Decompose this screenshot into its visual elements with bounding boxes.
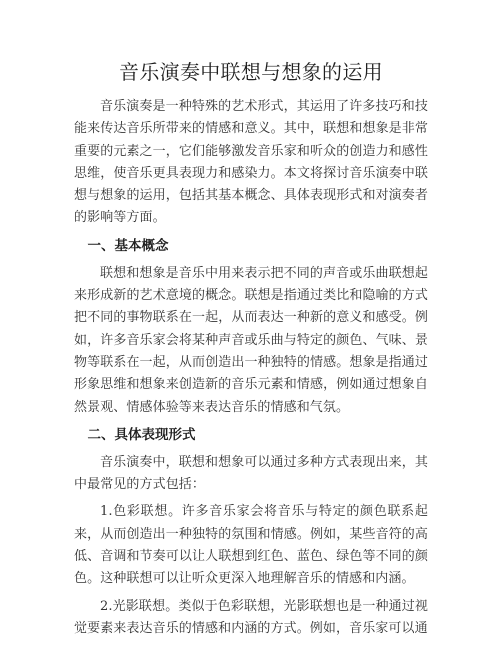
section-heading-basic-concepts: 一、基本概念 bbox=[87, 237, 169, 254]
section-basic-concepts-paragraph: 联想和想象是音乐中用来表示把不同的声音或乐曲联想起来形成新的艺术意境的概念。联想是指通过类比和隐喻的方式把不同的事物联系在一起，从而表达一种新的意义和感受。例如，许多音乐家会将某种声音或乐曲与特定的颜色、气味、景物等联系在一起，从而创造出一种独特的情感。想象是指通过形象思维和想象来创造新的音乐元素和情感，例如通过想象自然景观、情感体验等来表达音乐的情感和气氛。 bbox=[74, 265, 428, 415]
intro-paragraph: 音乐演奏是一种特殊的艺术形式，其运用了许多技巧和技能来传达音乐所带来的情感和意义。其中，联想和想象是非常重要的元素之一，它们能够激发音乐家和听众的创造力和感性思维，使音乐更具表现力和感染力。本文将探讨音乐演奏中联想与想象的运用，包括其基本概念、具体表现形式和对演奏者的影响等方面。 bbox=[74, 99, 428, 226]
section-forms-intro-paragraph: 音乐演奏中，联想和想象可以通过多种方式表现出来，其中最常见的方式包括： bbox=[74, 454, 428, 493]
document-title: 音乐演奏中联想与想象的运用 bbox=[119, 60, 383, 84]
section-heading-forms: 二、具体表现形式 bbox=[87, 426, 196, 443]
list-item-light-association: 2.光影联想。类似于色彩联想，光影联想也是一种通过视觉要素来表达音乐的情感和内涵的方式。例如，音乐家可以通 bbox=[74, 598, 428, 636]
document-page bbox=[74, 58, 428, 645]
list-item-color-association: 1.色彩联想。许多音乐家会将音乐与特定的颜色联系起来，从而创造出一种独特的氛围和情感。例如，某些音符的高低、音调和节奏可以让人联想到红色、蓝色、绿色等不同的颜色。这种联想可以让听众更深入地理解音乐的情感和内涵。 bbox=[74, 504, 428, 587]
